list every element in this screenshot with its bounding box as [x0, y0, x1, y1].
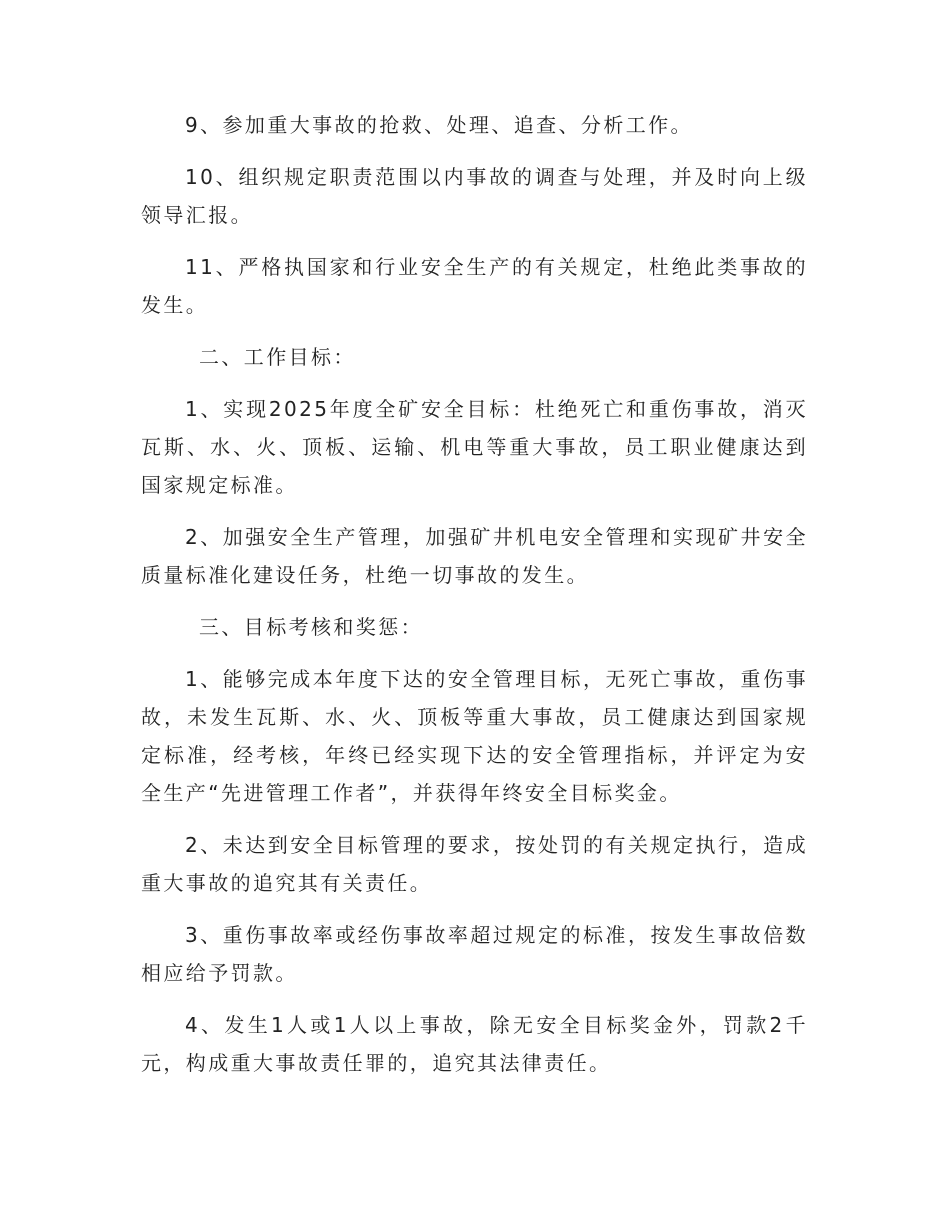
- assessment-item-2: 2、未达到安全目标管理的要求，按处罚的有关规定执行，造成重大事故的追究其有关责任。: [141, 833, 808, 895]
- assessment-item-4: 4、发生1人或1人以上事故，除无安全目标奖金外，罚款2千元，构成重大事故责任罪的，追究其法律责任。: [141, 1013, 808, 1075]
- assessment-item-3: 3、重伤事故率或经伤事故率超过规定的标准，按发生事故倍数相应给予罚款。: [141, 923, 808, 985]
- document-body: [141, 106, 808, 1096]
- paragraph-item-11: 11、严格执国家和行业安全生产的有关规定，杜绝此类事故的发生。: [141, 255, 808, 317]
- section-heading-assessment: 三、目标考核和奖惩：: [199, 615, 423, 639]
- paragraph-item-10: 10、组织规定职责范围以内事故的调查与处理，并及时向上级领导汇报。: [141, 165, 808, 227]
- work-goal-item-2: 2、加强安全生产管理，加强矿井机电安全管理和实现矿井安全质量标准化建设任务，杜绝一切事故的发生。: [141, 525, 808, 587]
- paragraph-item-9: 9、参加重大事故的抢救、处理、追查、分析工作。: [185, 113, 693, 137]
- work-goal-item-1: 1、实现2025年度全矿安全目标：杜绝死亡和重伤事故，消灭瓦斯、水、火、顶板、运输、机电等重大事故，员工职业健康达到国家规定标准。: [141, 397, 808, 497]
- assessment-item-1: 1、能够完成本年度下达的安全管理目标，无死亡事故，重伤事故，未发生瓦斯、水、火、顶板等重大事故，员工健康达到国家规定标准，经考核，年终已经实现下达的安全管理指标，并评定为安全生产“先进管理工作者”，并获得年终安全目标奖金。: [141, 667, 808, 805]
- section-heading-work-goals: 二、工作目标：: [199, 345, 356, 369]
